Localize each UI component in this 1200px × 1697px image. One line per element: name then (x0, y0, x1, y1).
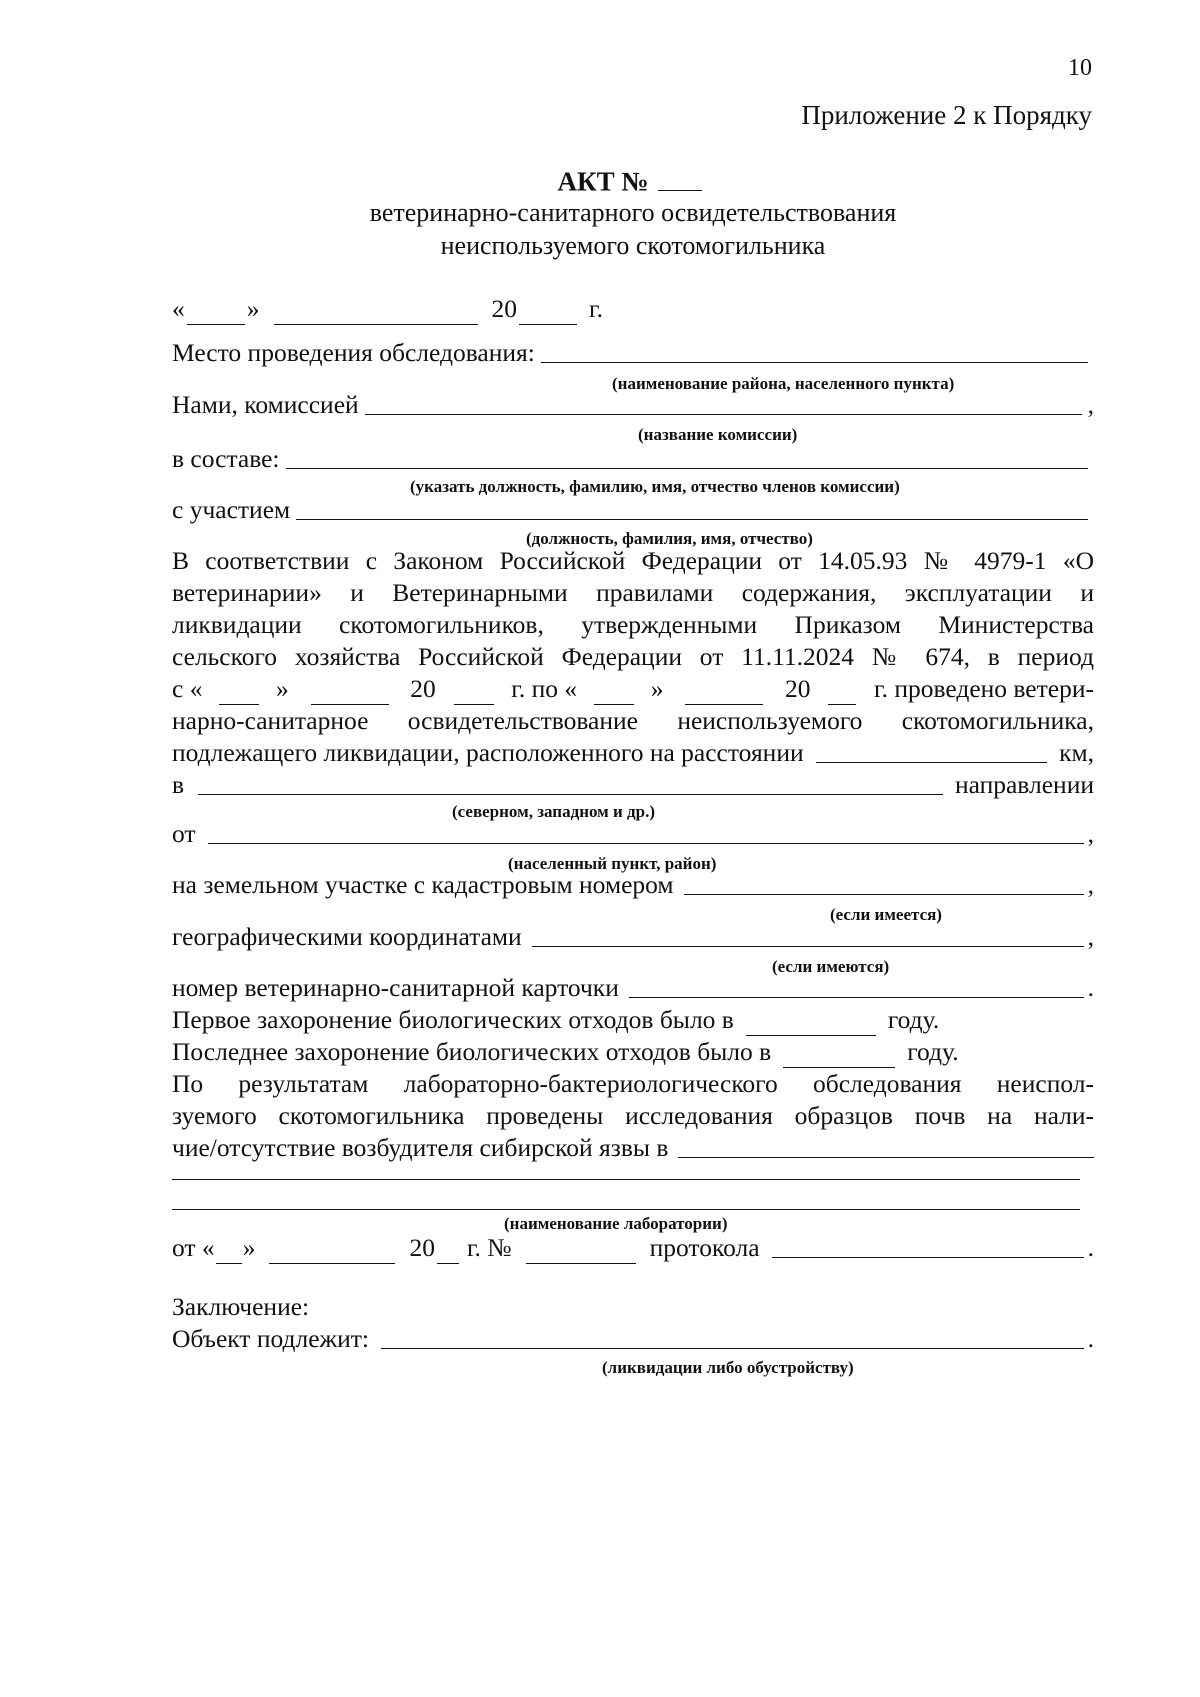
period-row (172, 673, 1094, 705)
date-century: 20 (491, 294, 517, 323)
date-day-blank[interactable] (187, 300, 245, 325)
first-burial-year-blank[interactable] (746, 1011, 876, 1036)
date-row (172, 293, 1094, 325)
participation-hint: (должность, фамилия, имя, отчество) (526, 529, 813, 548)
distance-text: подлежащего ликвидации, расположенного на расстоянии (172, 738, 804, 767)
direction-field[interactable] (198, 794, 943, 795)
lab-name-field-line-3[interactable] (172, 1209, 1080, 1210)
period-end-year-blank[interactable] (828, 680, 856, 705)
period-start-century: 20 (410, 674, 436, 703)
protocol-day-blank[interactable] (216, 1239, 242, 1264)
act-number-blank[interactable] (658, 164, 702, 191)
participation-label: с участием (172, 495, 291, 524)
date-month-blank[interactable] (274, 300, 478, 325)
last-burial-year-word: году. (907, 1037, 959, 1066)
commission-hint: (название комиссии) (638, 425, 798, 444)
participation-row (172, 494, 1094, 526)
act-title (172, 164, 1094, 199)
cadastre-label: на земельном участке с кадастровым номером (172, 870, 674, 899)
act-title-text: АКТ № (557, 166, 649, 197)
lab-line-3-text: чие/отсутствие возбудителя сибирской язвы в (172, 1133, 669, 1162)
composition-row (172, 443, 1094, 475)
coords-row (172, 921, 1094, 953)
card-dot: . (1087, 973, 1094, 1002)
cadastre-row (172, 869, 1094, 901)
page-number: 10 (1068, 55, 1092, 81)
distance-unit: км, (1059, 738, 1094, 767)
conclusion-label: Заключение: (172, 1292, 310, 1321)
cadastre-comma: , (1087, 870, 1094, 899)
body-line-3: ликвидации скотомогильников, утвержденными Приказом Министерства (172, 610, 1094, 639)
period-start-year-blank[interactable] (454, 680, 494, 705)
composition-label: в составе: (172, 444, 280, 473)
last-burial-text: Последнее захоронение биологических отходов было в (172, 1037, 772, 1066)
body-line-1: В соответствии с Законом Российской Федерации от 14.05.93 № 4979-1 «О (172, 546, 1094, 575)
period-end-century: 20 (784, 674, 811, 703)
protocol-month-blank[interactable] (269, 1239, 395, 1264)
direction-hint: (северном, западном и др.) (452, 802, 656, 821)
period-end-month-blank[interactable] (685, 680, 763, 705)
place-label: Место проведения обследования: (172, 338, 535, 367)
period-start-close: » (275, 674, 289, 703)
commission-label: Нами, комиссией (172, 390, 359, 419)
period-end-close: » (650, 674, 664, 703)
from-row (172, 818, 1094, 850)
place-field[interactable] (541, 362, 1088, 363)
date-open-quote: « (172, 294, 185, 323)
commission-row (172, 389, 1094, 421)
protocol-number-label: г. № (466, 1233, 512, 1262)
coords-label: географическими координатами (172, 922, 522, 951)
object-dot: . (1087, 1324, 1094, 1353)
period-from: с « (172, 674, 203, 703)
lab-name-field[interactable] (678, 1157, 1094, 1158)
body-line-2: ветеринарии» и Ветеринарными правилами содержания, эксплуатации и (172, 578, 1094, 607)
composition-hint: (указать должность, фамилию, имя, отчество членов комиссии) (410, 477, 900, 496)
direction-row (172, 769, 1094, 801)
lab-hint: (наименование лаборатории) (504, 1214, 728, 1233)
protocol-row (172, 1232, 1094, 1264)
object-row (172, 1323, 1094, 1355)
protocol-close: » (242, 1233, 256, 1262)
act-subtitle-line1: ветеринарно-санитарного освидетельствования (369, 198, 897, 227)
participation-field[interactable] (296, 519, 1088, 520)
body-line-6: нарно-санитарное освидетельствование неиспользуемого скотомогильника, (172, 706, 1094, 735)
commission-field[interactable] (365, 414, 1082, 415)
period-start-day-blank[interactable] (219, 680, 259, 705)
from-label: от (172, 819, 196, 848)
lab-name-field-line-2[interactable] (172, 1179, 1080, 1180)
lab-line-1: По результатам лабораторно-бактериологического обследования неиспол- (172, 1069, 1094, 1098)
from-field[interactable] (208, 843, 1084, 844)
distance-field[interactable] (816, 762, 1047, 763)
direction-suffix: направлении (954, 770, 1094, 799)
card-field[interactable] (629, 997, 1084, 998)
period-start-month-blank[interactable] (311, 680, 389, 705)
lab-line-2: зуемого скотомогильника проведены исследования образцов почв на нали- (172, 1101, 1094, 1130)
commission-comma: , (1087, 390, 1094, 419)
coords-comma: , (1087, 922, 1094, 951)
from-comma: , (1087, 819, 1094, 848)
period-mid: г. по « (511, 674, 578, 703)
period-end-day-blank[interactable] (594, 680, 634, 705)
cadastre-field[interactable] (684, 894, 1084, 895)
date-year-suffix: г. (589, 294, 603, 323)
object-hint: (ликвидации либо обустройству) (602, 1358, 854, 1377)
protocol-century: 20 (409, 1233, 435, 1262)
from-hint: (населенный пункт, район) (508, 854, 717, 873)
protocol-number-blank[interactable] (526, 1239, 636, 1264)
card-label: номер ветеринарно-санитарной карточки (172, 973, 619, 1002)
coords-hint: (если имеются) (772, 957, 890, 976)
lab-line-3 (172, 1132, 1094, 1164)
date-year-blank[interactable] (519, 300, 577, 325)
coords-field[interactable] (532, 946, 1084, 947)
date-close-quote: » (246, 294, 260, 323)
composition-field[interactable] (286, 468, 1088, 469)
last-burial-year-blank[interactable] (783, 1043, 895, 1068)
cadastre-hint: (если имеется) (830, 905, 942, 924)
period-end-text: г. проведено ветери- (874, 674, 1094, 703)
place-hint: (наименование района, населенного пункта) (612, 374, 955, 393)
body-line-4: сельского хозяйства Российской Федерации от 11.11.2024 № 674, в период (172, 642, 1094, 671)
first-burial-text: Первое захоронение биологических отходов было в (172, 1005, 734, 1034)
object-field[interactable] (381, 1348, 1084, 1349)
protocol-field[interactable] (772, 1257, 1084, 1258)
conclusion-label-row (172, 1291, 1094, 1323)
card-row (172, 972, 1094, 1004)
first-burial-row (172, 1004, 1094, 1036)
first-burial-year-word: году. (887, 1005, 940, 1034)
protocol-year-blank[interactable] (437, 1239, 459, 1264)
protocol-from: от « (172, 1233, 215, 1262)
place-row (172, 337, 1094, 369)
protocol-dot: . (1087, 1233, 1094, 1262)
last-burial-row (172, 1036, 1094, 1068)
appendix-label: Приложение 2 к Порядку (801, 100, 1092, 130)
distance-row (172, 737, 1094, 769)
direction-prefix: в (172, 770, 185, 799)
protocol-word: протокола (649, 1233, 760, 1262)
act-subtitle-line2: неиспользуемого скотомогильника (440, 231, 826, 260)
object-label: Объект подлежит: (172, 1324, 370, 1353)
